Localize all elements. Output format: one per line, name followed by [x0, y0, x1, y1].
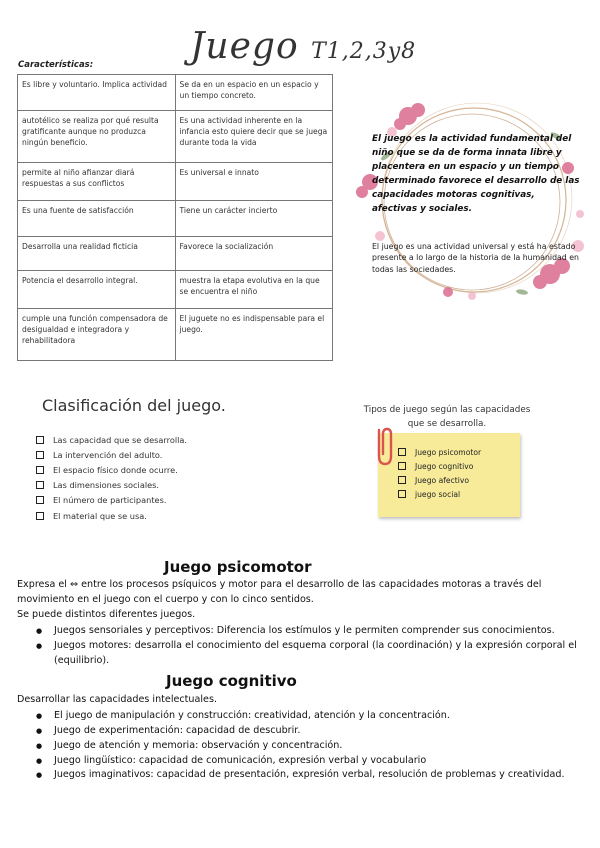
table-cell: Desarrolla una realidad ficticia	[18, 237, 176, 271]
list-item-label: El material que se usa.	[53, 510, 147, 521]
list-item-label: juego social	[415, 489, 461, 499]
psicomotor-intro2: Se puede distintos diferentes juegos.	[17, 609, 196, 620]
list-item: ● Juegos imaginativos: capacidad de presentación, expresión verbal, resolución de problemas y creatividad.	[36, 768, 586, 783]
classification-list	[36, 432, 187, 523]
definition-bold: El juego es la actividad fundamental del niño que se da de forma innata libre y placentera en un espacio y un tiempo determinado favorece el desarrollo de las capacidades motoras cognitivas, afectivas y sociales.	[372, 134, 580, 215]
checkbox-icon	[36, 496, 44, 504]
list-item: ● El juego de manipulación y construcción: creatividad, atención y la concentración.	[36, 709, 586, 724]
psicomotor-list	[36, 624, 586, 669]
checkbox-icon	[36, 466, 44, 474]
checkbox-icon	[398, 476, 406, 484]
checkbox-icon	[36, 512, 44, 520]
checkbox-icon	[398, 448, 406, 456]
table-cell: Es una fuente de satisfacción	[18, 201, 176, 237]
table-cell: Tiene un carácter incierto	[175, 201, 333, 237]
title-sub: T1,2,3y8	[311, 39, 417, 64]
list-item-label: Juego afectivo	[415, 475, 470, 485]
list-item	[398, 487, 481, 501]
table-cell: Es una actividad inherente en la infancia esto quiere decir que se juega durante toda la vida	[175, 111, 333, 163]
list-item: ● Juegos motores: desarrolla el conocimiento del esquema corporal (la coordinación) y la expresión corporal el (equilibrio).	[36, 639, 586, 669]
list-item	[36, 478, 187, 493]
checkbox-icon	[36, 436, 44, 444]
list-item-label: El número de participantes.	[53, 495, 167, 506]
table-cell: Es libre y voluntario. Implica actividad	[18, 75, 176, 111]
table-cell: Potencia el desarrollo integral.	[18, 271, 176, 309]
list-item	[36, 462, 187, 477]
table-row	[18, 163, 333, 201]
list-item-label: La intervención del adulto.	[53, 449, 163, 460]
table-cell: permite al niño afianzar diará respuestas a sus conflictos	[18, 163, 176, 201]
list-item	[36, 447, 187, 462]
cognitivo-list	[36, 709, 586, 783]
table-cell: Se da en un espacio en un espacio y un tiempo concreto.	[175, 75, 333, 111]
psicomotor-heading: Juego psicomotor	[164, 558, 312, 576]
definition-normal: El juego es una actividad universal y está ha estado presente a lo largo de la historia de la humanidad en todas las sociedades.	[372, 242, 579, 274]
classification-title: Clasificación del juego.	[42, 396, 226, 415]
list-item: ● Juego de atención y memoria: observación y concentración.	[36, 739, 586, 754]
checkbox-icon	[398, 462, 406, 470]
types-title: Tipos de juego según las capacidades que se desarrolla.	[363, 405, 531, 429]
list-item: ● Juegos sensoriales y perceptivos: Diferencia los estímulos y le permiten comprender sus conocimientos.	[36, 624, 586, 639]
checkbox-icon	[398, 490, 406, 498]
cognitivo-intro: Desarrollar las capacidades intelectuales.	[17, 694, 218, 705]
table-cell: Favorece la socialización	[175, 237, 333, 271]
table-cell: autotélico se realiza por qué resulta gratificante aunque no produzca ningún beneficio.	[18, 111, 176, 163]
table-row	[18, 201, 333, 237]
checkbox-icon	[36, 481, 44, 489]
table-cell: cumple una función compensadora de desigualdad e integradora y rehabilitadora	[18, 309, 176, 361]
psicomotor-intro: Expresa el ⇔ entre los procesos psíquicos y motor para el desarrollo de las capacidades motoras a través del movimiento en el juego con el cuerpo y con lo cinco sentidos.	[17, 579, 542, 605]
list-item: ● Juego de experimentación: capacidad de descubrir.	[36, 724, 586, 739]
characteristics-label: Características:	[18, 60, 94, 70]
table-row	[18, 75, 333, 111]
table-row	[18, 309, 333, 361]
table-cell: Es universal e innato	[175, 163, 333, 201]
list-item	[36, 508, 187, 523]
list-item	[398, 445, 481, 459]
list-item-label: El espacio físico donde ocurre.	[53, 464, 178, 475]
table-row	[18, 237, 333, 271]
types-list	[398, 445, 481, 501]
table-row	[18, 111, 333, 163]
characteristics-table	[17, 74, 333, 361]
list-item: ● Juego lingüístico: capacidad de comunicación, expresión verbal y vocabulario	[36, 754, 586, 769]
page-title	[190, 26, 416, 67]
list-item-label: Juego psicomotor	[415, 447, 482, 457]
list-item	[398, 473, 481, 487]
table-cell: El juguete no es indispensable para el juego.	[175, 309, 333, 361]
cognitivo-heading: Juego cognitivo	[166, 672, 297, 690]
table-cell: muestra la etapa evolutiva en la que se encuentra el niño	[175, 271, 333, 309]
list-item	[398, 459, 481, 473]
list-item-label: Las capacidad que se desarrolla.	[53, 434, 188, 445]
list-item	[36, 493, 187, 508]
checkbox-icon	[36, 451, 44, 459]
paperclip-icon	[371, 426, 397, 468]
table-row	[18, 271, 333, 309]
list-item	[36, 432, 187, 447]
list-item-label: Las dimensiones sociales.	[53, 480, 160, 491]
title-main: Juego	[190, 26, 299, 67]
list-item-label: Juego cognitivo	[415, 461, 474, 471]
